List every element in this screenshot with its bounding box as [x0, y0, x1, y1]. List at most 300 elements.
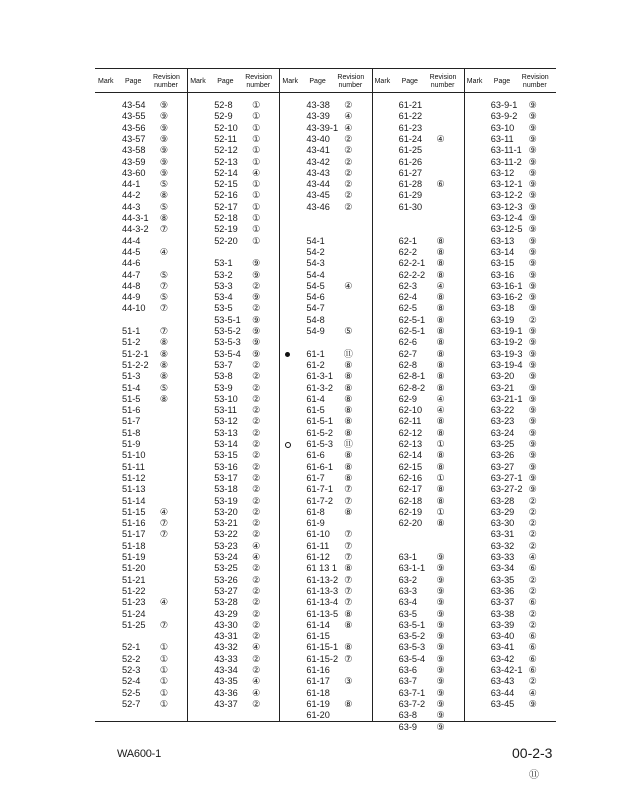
- page-cell: 63-1-1: [398, 563, 426, 574]
- revision-cell: ②: [528, 314, 537, 325]
- page-cell: 61-19: [306, 698, 330, 709]
- page-cell: 61-1: [306, 348, 325, 359]
- page-cell: 63-39: [490, 619, 515, 630]
- revision-cell: ①: [252, 100, 261, 110]
- page-cell: 51-5: [122, 393, 141, 404]
- revision-cell: ⑨: [436, 608, 445, 619]
- page-cell: 63-12-5: [490, 224, 523, 235]
- revision-cell: ⑦: [159, 303, 169, 314]
- page-cell: 63-27-1: [490, 472, 523, 483]
- page-cell: 63-33: [490, 552, 515, 562]
- revision-cell: ⑨: [528, 405, 537, 416]
- revision-cell: ①: [252, 213, 261, 223]
- revision-cell: ⑨: [436, 676, 445, 687]
- page-cell: 53-3: [214, 280, 233, 291]
- page-cell: 52-9: [214, 111, 233, 122]
- revision-cell: ⑧: [436, 382, 445, 393]
- page-cell: 54-7: [306, 303, 325, 314]
- page-cell: 53-5-3: [214, 337, 241, 348]
- revision-cell: ①: [252, 111, 261, 122]
- page-cell: 43-29: [214, 608, 238, 619]
- page-cell: 63-41: [490, 642, 515, 653]
- revision-cell: ⑨: [528, 100, 537, 110]
- page-cell: 63-3: [398, 585, 417, 596]
- revision-cell: ②: [252, 484, 261, 495]
- revision-cell: ⑨: [159, 100, 169, 110]
- revision-cell: ⑨: [528, 111, 537, 122]
- revision-cell: ⑧: [436, 303, 445, 314]
- page-cell: 63-11: [490, 133, 514, 144]
- page-cell: 62-9: [398, 393, 417, 404]
- revision-cell: ⑨: [159, 145, 169, 156]
- page-cell: 63-12-1: [490, 179, 523, 190]
- page-cell: 44-9: [122, 292, 141, 303]
- page-cell: 54-4: [306, 269, 325, 280]
- revision-cell: ④: [252, 687, 261, 698]
- page-cell: 62-18: [398, 495, 423, 506]
- page-cell: 62-20: [398, 518, 423, 529]
- page-cell: 43-60: [122, 167, 146, 178]
- page-cell: 52-20: [214, 235, 238, 246]
- revision-cell: ⑧: [344, 461, 353, 472]
- page-cell: 63-11-1: [490, 145, 522, 156]
- page-cell: 63-25: [490, 439, 515, 449]
- revision-cell: ①: [252, 190, 261, 201]
- revision-cell: ⑨: [528, 393, 537, 404]
- page-cell: 52-2: [122, 653, 141, 664]
- revision-cell: ⑥: [528, 597, 537, 608]
- page-cell: 63-38: [490, 608, 515, 619]
- page-cell: 51-12: [122, 472, 146, 483]
- revision-cell: ⑤: [159, 292, 169, 303]
- page-cell: 61-5-1: [306, 416, 333, 427]
- page-cell: 54-9: [306, 326, 325, 336]
- revision-cell: ⑨: [528, 348, 537, 359]
- page-cell: 63-28: [490, 495, 515, 506]
- revision-cell: ⑪: [343, 439, 353, 449]
- revision-cell: ⑦: [344, 653, 353, 664]
- page-cell: 62-6: [398, 337, 417, 348]
- page-cell: 63-9-2: [490, 111, 518, 122]
- page-cell: 62-17: [398, 484, 423, 495]
- page-cell: 53-5-4: [214, 348, 241, 359]
- revision-cell: ②: [252, 563, 261, 574]
- page-cell: 61-16: [306, 665, 330, 675]
- page-cell: 63-12-2: [490, 190, 523, 201]
- page-cell: 53-14: [214, 439, 238, 449]
- page-cell: 43-57: [122, 133, 146, 144]
- revision-cell: ⑦: [344, 495, 353, 506]
- revision-cell: ②: [252, 461, 261, 472]
- page-cell: 62-10: [398, 405, 423, 416]
- page-cell: 51-18: [122, 540, 146, 551]
- revision-cell: ②: [344, 145, 353, 156]
- revision-cell: ②: [344, 100, 353, 110]
- page-cell: 43-56: [122, 122, 146, 133]
- page-cell: 63-12-4: [490, 213, 523, 223]
- page-cell: 61-17: [306, 676, 330, 687]
- revision-cell: ⑦: [159, 326, 169, 336]
- header-revision-line2: number: [522, 82, 547, 89]
- page-cell: 63-2: [398, 574, 417, 585]
- page-cell: 53-18: [214, 484, 238, 495]
- page-cell: 43-46: [306, 201, 330, 212]
- page-cell: 53-28: [214, 597, 238, 608]
- revision-cell: ⑤: [159, 269, 169, 280]
- revision-cell: ⑧: [159, 393, 169, 404]
- page-cell: 63-31: [490, 529, 515, 540]
- revision-cell: ⑧: [344, 642, 353, 653]
- revision-cell: ⑨: [528, 371, 537, 382]
- revision-cell: ⑨: [436, 721, 445, 732]
- page-cell: 51-16: [122, 518, 146, 529]
- revision-cell: ⑨: [436, 710, 445, 721]
- page-cell: 62-7: [398, 348, 417, 359]
- page-cell: 43-39-1: [306, 122, 339, 133]
- page-cell: 62-2-1: [398, 258, 426, 269]
- page-cell: 61-7: [306, 472, 325, 483]
- revision-cell: ②: [252, 698, 261, 709]
- page-cell: 43-40: [306, 133, 330, 144]
- revision-cell: ⑦: [344, 484, 353, 495]
- revision-cell: ②: [252, 506, 261, 517]
- open-bullet-mark: [285, 442, 291, 448]
- page-cell: 61-14: [306, 619, 330, 630]
- revision-cell: ②: [528, 608, 537, 619]
- page-cell: 63-9-1: [490, 100, 518, 110]
- revision-cell: ⑧: [436, 495, 445, 506]
- header-revision: [430, 74, 456, 90]
- page-cell: 63-9: [398, 721, 417, 732]
- revision-cell: ⑧: [436, 235, 445, 246]
- revision-cell: ②: [344, 133, 353, 144]
- column-divider: [279, 69, 280, 721]
- page-cell: 63-40: [490, 631, 515, 642]
- revision-cell: ⑤: [159, 382, 169, 393]
- revision-cell: ⑦: [344, 574, 353, 585]
- page-cell: 44-10: [122, 303, 146, 314]
- page-cell: 52-8: [214, 100, 233, 110]
- revision-cell: ①: [159, 642, 169, 653]
- page-cell: 51-19: [122, 552, 146, 562]
- revision-cell: ②: [252, 303, 261, 314]
- revision-cell: ⑥: [528, 653, 537, 664]
- page-cell: 62-5: [398, 303, 417, 314]
- revision-cell: ⑥: [528, 563, 537, 574]
- page-cell: 62-13: [398, 439, 423, 449]
- revision-cell: ⑧: [159, 190, 169, 201]
- page-cell: 53-26: [214, 574, 238, 585]
- page-cell: 63-16: [490, 269, 515, 280]
- page-cell: 63-5-3: [398, 642, 426, 653]
- page-cell: 53-13: [214, 427, 238, 438]
- page-cell: 43-31: [214, 631, 238, 642]
- page-cell: 63-19-4: [490, 359, 523, 370]
- revision-cell: ⑨: [252, 314, 261, 325]
- page-cell: 53-9: [214, 382, 233, 393]
- revision-cell: ①: [436, 506, 445, 517]
- revision-cell: ②: [528, 585, 537, 596]
- page-cell: 61-13-4: [306, 597, 339, 608]
- header-mark: Mark: [374, 78, 391, 85]
- revision-cell: ②: [252, 597, 261, 608]
- page-cell: 63-5-4: [398, 653, 426, 664]
- revision-cell: ⑧: [344, 563, 353, 574]
- page-cell: 51-2: [122, 337, 141, 348]
- revision-cell: ②: [528, 574, 537, 585]
- page-cell: 62-8-1: [398, 371, 426, 382]
- revision-cell: ⑨: [528, 246, 537, 257]
- page-cell: 52-17: [214, 201, 238, 212]
- page-cell: 62-1: [398, 235, 417, 246]
- page-cell: 63-29: [490, 506, 515, 517]
- revision-cell: ⑨: [528, 461, 537, 472]
- revision-cell: ②: [252, 472, 261, 483]
- page-cell: 51-10: [122, 450, 146, 461]
- revision-cell: ②: [252, 450, 261, 461]
- revision-cell: ④: [528, 552, 537, 562]
- page-cell: 61-13-2: [306, 574, 339, 585]
- revision-cell: ⑥: [528, 642, 537, 653]
- revision-cell: ②: [252, 359, 261, 370]
- page-cell: 63-5-2: [398, 631, 426, 642]
- page-cell: 43-39: [306, 111, 330, 122]
- revision-cell: ⑨: [252, 326, 261, 336]
- revision-cell: ⑨: [159, 133, 169, 144]
- revision-cell: ④: [252, 167, 261, 178]
- page-cell: 44-8: [122, 280, 141, 291]
- revision-cell: ②: [252, 518, 261, 529]
- revision-cell: ②: [252, 619, 261, 630]
- page-number: 00-2-3: [512, 745, 553, 761]
- page-cell: 62-19: [398, 506, 423, 517]
- revision-cell: ⑨: [528, 359, 537, 370]
- revision-cell: ⑨: [252, 337, 261, 348]
- page-cell: 61-27: [398, 167, 423, 178]
- revision-cell: ②: [528, 518, 537, 529]
- page-cell: 61-22: [398, 111, 423, 122]
- revision-cell: ⑧: [344, 359, 353, 370]
- page-cell: 61-24: [398, 133, 423, 144]
- header-revision: [522, 74, 548, 90]
- page-cell: 43-36: [214, 687, 238, 698]
- revision-cell: ②: [252, 382, 261, 393]
- page-cell: 54-2: [306, 246, 325, 257]
- revision-cell: ⑧: [436, 348, 445, 359]
- revision-cell: ④: [159, 506, 169, 517]
- page-cell: 43-45: [306, 190, 330, 201]
- revision-cell: ①: [252, 133, 261, 144]
- page-cell: 51-7: [122, 416, 141, 427]
- header-mark: Mark: [466, 78, 483, 85]
- revision-cell: ⑧: [436, 461, 445, 472]
- revision-cell: ⑨: [159, 122, 169, 133]
- page-cell: 53-4: [214, 292, 233, 303]
- revision-cell: ⑧: [159, 213, 169, 223]
- revision-cell: ⑨: [528, 179, 537, 190]
- page-cell: 51-4: [122, 382, 141, 393]
- page-cell: 63-4: [398, 597, 417, 608]
- revision-cell: ②: [528, 540, 537, 551]
- revision-cell: ⑧: [344, 608, 353, 619]
- page-cell: 61-11: [306, 540, 330, 551]
- revision-cell: ⑥: [528, 631, 537, 642]
- page-cell: 43-30: [214, 619, 238, 630]
- revision-cell: ⑨: [252, 292, 261, 303]
- page-cell: 61-28: [398, 179, 423, 190]
- page-cell: 44-6: [122, 258, 141, 269]
- revision-cell: ②: [344, 190, 353, 201]
- revision-cell: ⑨: [528, 416, 537, 427]
- revision-cell: ⑧: [344, 393, 353, 404]
- page-cell: 63-20: [490, 371, 515, 382]
- page-cell: 63-1: [398, 552, 417, 562]
- revision-cell: ②: [528, 619, 537, 630]
- page-cell: 53-2: [214, 269, 233, 280]
- page-cell: 63-36: [490, 585, 515, 596]
- page-cell: 43-58: [122, 145, 146, 156]
- revision-cell: ④: [436, 393, 445, 404]
- header-mark: Mark: [190, 78, 206, 85]
- revision-cell: ⑨: [528, 145, 537, 156]
- page-cell: 63-30: [490, 518, 515, 529]
- revision-cell: ②: [252, 371, 261, 382]
- page-cell: 43-54: [122, 100, 146, 110]
- revision-cell: ⑨: [436, 597, 445, 608]
- page-cell: 61-7-1: [306, 484, 333, 495]
- page-cell: 51-22: [122, 585, 146, 596]
- revision-cell: ⑨: [159, 156, 169, 167]
- revision-cell: ①: [252, 235, 261, 246]
- page-cell: 53-17: [214, 472, 238, 483]
- revision-cell: ⑨: [436, 687, 445, 698]
- page-cell: 52-12: [214, 145, 238, 156]
- page-cell: 43-59: [122, 156, 146, 167]
- page-cell: 63-27-2: [490, 484, 523, 495]
- revision-cell: ⑨: [436, 665, 445, 675]
- page-cell: 53-25: [214, 563, 238, 574]
- revision-cell: ⑨: [436, 574, 445, 585]
- revision-cell: ⑧: [436, 518, 445, 529]
- column-divider: [464, 69, 465, 721]
- page-cell: 63-42: [490, 653, 515, 664]
- header-revision-line2: number: [338, 82, 363, 89]
- page-cell: 63-14: [490, 246, 515, 257]
- model-number: WA600-1: [117, 748, 162, 760]
- revision-cell: ⑤: [159, 201, 169, 212]
- revision-cell: ⑧: [159, 348, 169, 359]
- revision-cell: ⑨: [528, 292, 537, 303]
- page-cell: 51-24: [122, 608, 146, 619]
- header-revision-line1: Revision: [521, 74, 549, 81]
- revision-cell: ②: [344, 156, 353, 167]
- revision-cell: ①: [252, 224, 261, 235]
- page-cell: 61-7-2: [306, 495, 333, 506]
- page-cell: 61-15-1: [306, 642, 339, 653]
- revision-cell: ⑦: [159, 619, 169, 630]
- revision-cell: ⑧: [436, 292, 445, 303]
- page-cell: 63-5-1: [398, 619, 426, 630]
- revision-cell: ⑨: [528, 190, 537, 201]
- page-cell: 61-2: [306, 359, 325, 370]
- page-cell: 61-21: [398, 100, 423, 110]
- page-cell: 43-44: [306, 179, 330, 190]
- revision-cell: ①: [252, 201, 261, 212]
- revision-cell: ②: [528, 676, 537, 687]
- page-cell: 53-10: [214, 393, 238, 404]
- page-cell: 51-8: [122, 427, 141, 438]
- revision-cell: ⑦: [159, 518, 169, 529]
- revision-cell: ⑧: [436, 450, 445, 461]
- revision-cell: ⑧: [436, 314, 445, 325]
- page-cell: 52-13: [214, 156, 238, 167]
- page-cell: 51-1: [122, 326, 141, 336]
- page-cell: 61-29: [398, 190, 423, 201]
- revision-cell: ⑧: [344, 506, 353, 517]
- page-cell: 52-16: [214, 190, 238, 201]
- revision-cell: ②: [252, 665, 261, 675]
- page-cell: 53-12: [214, 416, 238, 427]
- page-cell: 63-7-2: [398, 698, 426, 709]
- revision-cell: ②: [252, 280, 261, 291]
- revision-cell: ⑧: [344, 427, 353, 438]
- page-cell: 52-14: [214, 167, 238, 178]
- revision-cell: ①: [436, 439, 445, 449]
- revision-cell: ⑦: [344, 597, 353, 608]
- revision-cell: ①: [252, 122, 261, 133]
- revision-cell: ⑧: [436, 427, 445, 438]
- revision-cell: ⑧: [344, 619, 353, 630]
- page-cell: 63-21: [490, 382, 515, 393]
- revision-cell: ②: [528, 506, 537, 517]
- revision-cell: ①: [252, 179, 261, 190]
- page-cell: 61-18: [306, 687, 330, 698]
- revision-cell: ⑨: [528, 235, 537, 246]
- page-cell: 43-38: [306, 100, 330, 110]
- column-divider: [372, 69, 373, 721]
- header-revision-line1: Revision: [429, 74, 457, 81]
- header-divider: [95, 92, 556, 93]
- page-cell: 63-19-3: [490, 348, 523, 359]
- page-cell: 61-13-3: [306, 585, 339, 596]
- page-cell: 63-21-1: [490, 393, 523, 404]
- page-cell: 52-3: [122, 665, 141, 675]
- revision-cell: ⑨: [528, 133, 537, 144]
- header-page: Page: [493, 78, 511, 85]
- revision-cell: ②: [344, 167, 353, 178]
- revision-cell: ⑧: [159, 371, 169, 382]
- revision-cell: ⑨: [528, 427, 537, 438]
- page-cell: 43-32: [214, 642, 238, 653]
- revision-cell: ②: [252, 427, 261, 438]
- page-cell: 51-2-2: [122, 359, 149, 370]
- revision-cell: ⑧: [344, 405, 353, 416]
- revision-cell: ⑧: [344, 382, 353, 393]
- page-cell: 52-7: [122, 698, 141, 709]
- revision-cell: ②: [252, 574, 261, 585]
- page-cell: 53-8: [214, 371, 233, 382]
- page-cell: 44-1: [122, 179, 141, 190]
- page-cell: 63-11-2: [490, 156, 522, 167]
- page-cell: 44-3-1: [122, 213, 149, 223]
- page-cell: 61-3-1: [306, 371, 333, 382]
- page-cell: 63-12: [490, 167, 515, 178]
- revision-cell: ①: [252, 145, 261, 156]
- page-cell: 62-2: [398, 246, 417, 257]
- page-cell: 63-23: [490, 416, 515, 427]
- revision-cell: ⑧: [436, 258, 445, 269]
- page-cell: 63-18: [490, 303, 515, 314]
